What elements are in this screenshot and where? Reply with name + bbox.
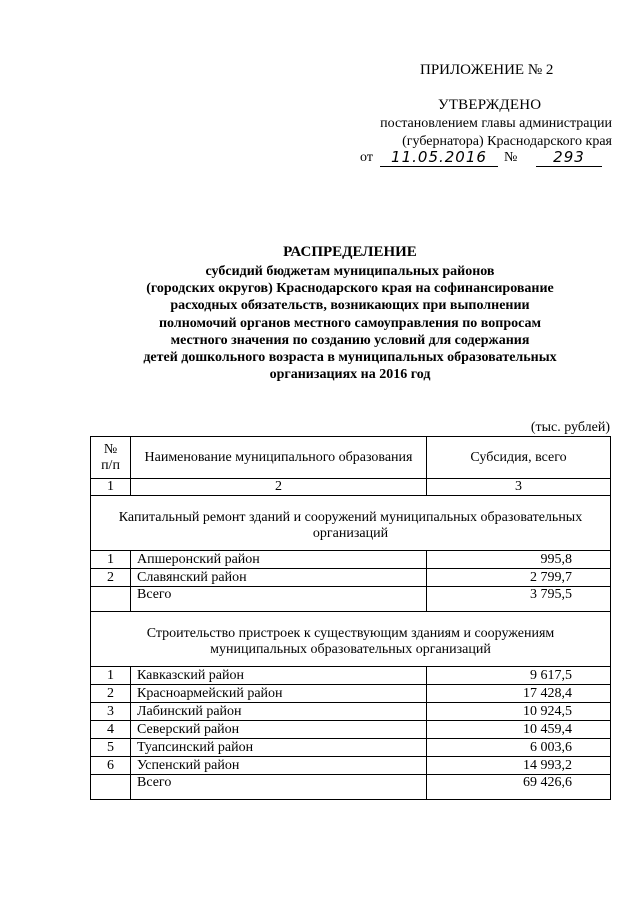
header-number: № п/п — [91, 437, 131, 479]
table-row — [91, 739, 611, 757]
section-total-row — [91, 775, 611, 800]
resolution-line-1: постановлением главы администрации — [380, 116, 612, 131]
row-number: 1 — [91, 667, 131, 685]
approved-label: УТВЕРЖДЕНО — [438, 97, 542, 113]
table-row — [91, 703, 611, 721]
row-number: 4 — [91, 721, 131, 739]
units-label: (тыс. рублей) — [530, 420, 610, 435]
row-subsidy: 10 924,5 — [427, 703, 611, 721]
section-heading-row — [91, 612, 611, 667]
row-subsidy: 2 799,7 — [427, 569, 611, 587]
total-label: Всего — [131, 587, 427, 612]
section-heading-row — [91, 496, 611, 551]
resolution-date-line — [360, 150, 610, 172]
header-subsidy: Субсидия, всего — [427, 437, 611, 479]
table-row — [91, 569, 611, 587]
table-row — [91, 667, 611, 685]
total-value: 69 426,6 — [427, 775, 611, 800]
table-row — [91, 721, 611, 739]
row-municipality: Лабинский район — [131, 703, 427, 721]
row-number: 6 — [91, 757, 131, 775]
row-subsidy: 14 993,2 — [427, 757, 611, 775]
date-prefix: от — [360, 150, 373, 165]
distribution-table — [90, 436, 611, 800]
section-title: Капитальный ремонт зданий и сооружений муниципальных образовательных организаций — [91, 496, 611, 551]
row-municipality: Северский район — [131, 721, 427, 739]
row-number: 2 — [91, 685, 131, 703]
column-number-row — [91, 479, 611, 496]
row-subsidy: 995,8 — [427, 551, 611, 569]
section-title: Строительство пристроек к существующим зданиям и сооружениям муниципальных образовательных организаций — [91, 612, 611, 667]
handwritten-date: 11.05.2016 — [380, 148, 498, 167]
number-prefix: № — [504, 150, 518, 165]
row-municipality: Успенский район — [131, 757, 427, 775]
document-subtitle: субсидий бюджетам муниципальных районов (городских округов) Краснодарского края на софинансирование расходных обязательств, возникающих при выполнении полномочий органов местного самоуправления по вопросам местного значения по созданию условий для содержания детей дошкольного возраста в муниципальных образовательных организациях на 2016 год — [143, 264, 557, 383]
table-row — [91, 757, 611, 775]
row-municipality: Туапсинский район — [131, 739, 427, 757]
column-number: 3 — [427, 479, 611, 496]
table-header-row — [91, 437, 611, 479]
appendix-label: ПРИЛОЖЕНИЕ № 2 — [420, 62, 554, 78]
total-number-cell — [91, 587, 131, 612]
handwritten-number: 293 — [536, 148, 602, 167]
document-title: РАСПРЕДЕЛЕНИЕ — [283, 244, 417, 260]
row-subsidy: 17 428,4 — [427, 685, 611, 703]
row-municipality: Кавказский район — [131, 667, 427, 685]
table-row — [91, 685, 611, 703]
row-subsidy: 6 003,6 — [427, 739, 611, 757]
row-number: 3 — [91, 703, 131, 721]
row-subsidy: 10 459,4 — [427, 721, 611, 739]
row-number: 2 — [91, 569, 131, 587]
total-number-cell — [91, 775, 131, 800]
row-municipality: Апшеронский район — [131, 551, 427, 569]
column-number: 1 — [91, 479, 131, 496]
row-municipality: Красноармейский район — [131, 685, 427, 703]
row-number: 1 — [91, 551, 131, 569]
row-municipality: Славянский район — [131, 569, 427, 587]
column-number: 2 — [131, 479, 427, 496]
resolution-line-2: (губернатора) Краснодарского края — [402, 134, 612, 149]
header-municipality: Наименование муниципального образования — [131, 437, 427, 479]
section-total-row — [91, 587, 611, 612]
table-row — [91, 551, 611, 569]
row-number: 5 — [91, 739, 131, 757]
total-value: 3 795,5 — [427, 587, 611, 612]
total-label: Всего — [131, 775, 427, 800]
row-subsidy: 9 617,5 — [427, 667, 611, 685]
